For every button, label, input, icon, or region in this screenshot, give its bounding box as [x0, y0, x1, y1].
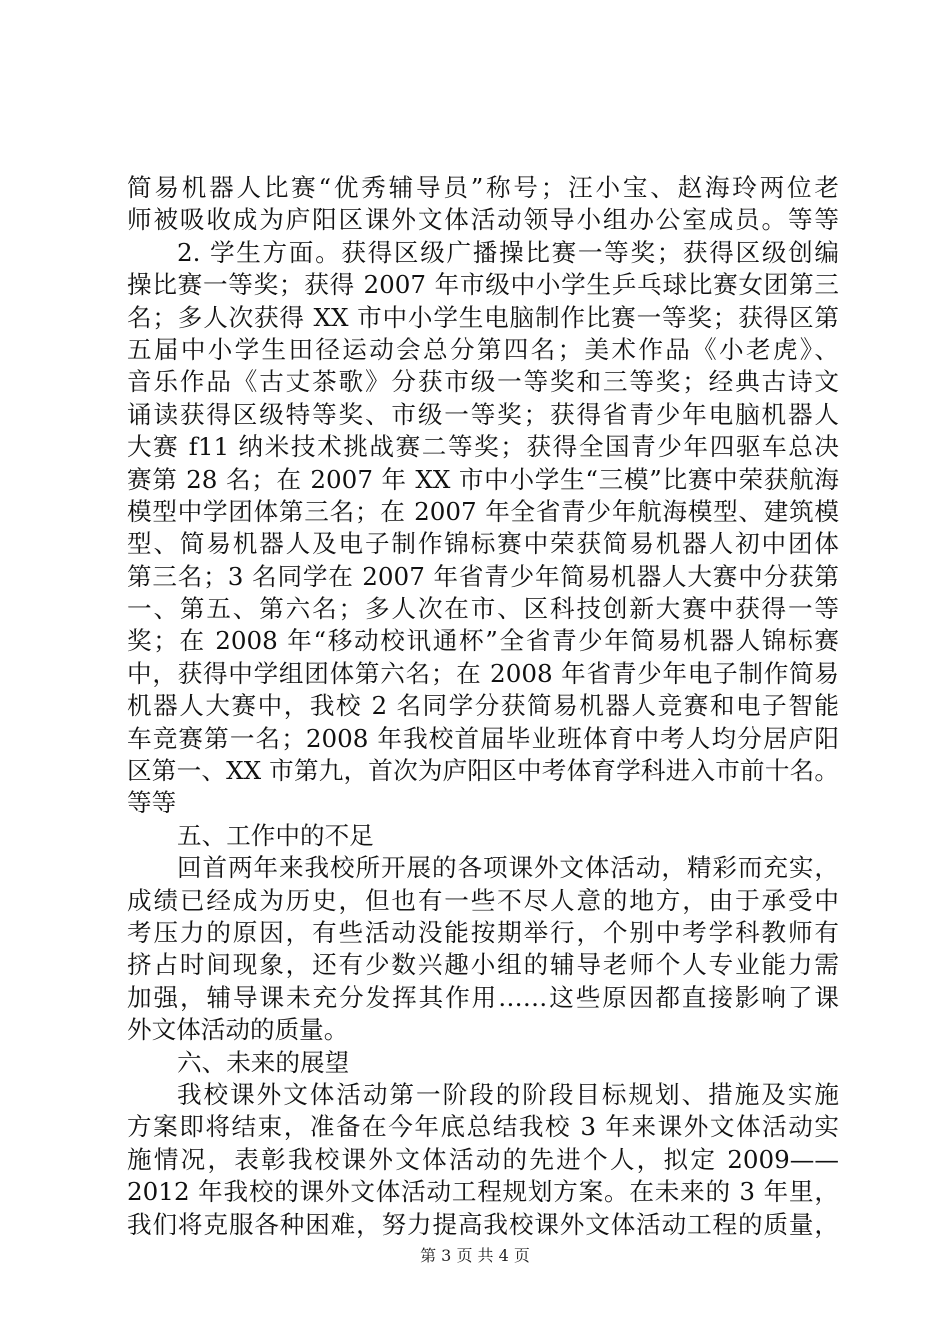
text-line: 等等 — [127, 788, 177, 818]
text-line: 成绩已经成为历史，但也有一些不尽人意的地方，由于承受中 — [127, 885, 839, 915]
text-line: 五、工作中的不足 — [177, 820, 374, 850]
document-body — [127, 172, 839, 1241]
text-line: 车竞赛第一名；2008 年我校首届毕业班体育中考人均分居庐阳 — [127, 723, 839, 753]
text-line: 2. 学生方面。获得区级广播操比赛一等奖；获得区级创编 — [177, 237, 839, 267]
text-line: 音乐作品《古丈茶歌》分获市级一等奖和三等奖；经典古诗文 — [127, 367, 839, 397]
page-footer: 第 3 页 共 4 页 — [420, 1246, 530, 1265]
text-line: 简易机器人比赛“优秀辅导员”称号；汪小宝、赵海玲两位老 — [127, 173, 839, 202]
text-line: 考压力的原因，有些活动没能按期举行，个别中考学科教师有 — [127, 917, 839, 947]
text-line: 六、未来的展望 — [177, 1047, 350, 1077]
text-line: 外文体活动的质量。 — [127, 1015, 349, 1045]
text-line: 五届中小学生田径运动会总分第四名；美术作品《小老虎》、 — [127, 334, 839, 364]
text-line: 挤占时间现象，还有少数兴趣小组的辅导老师个人专业能力需 — [127, 950, 839, 980]
text-line: 赛第 28 名；在 2007 年 XX 市中小学生“三模”比赛中荣获航海 — [127, 464, 839, 494]
text-line: 加强，辅导课未充分发挥其作用……这些原因都直接影响了课 — [127, 982, 839, 1012]
text-line: 型、简易机器人及电子制作锦标赛中荣获简易机器人初中团体 — [127, 529, 839, 559]
text-line: 机器人大赛中，我校 2 名同学分获简易机器人竞赛和电子智能 — [127, 691, 839, 721]
text-line: 操比赛一等奖；获得 2007 年市级中小学生乒乓球比赛女团第三 — [127, 270, 839, 300]
text-line: 施情况，表彰我校课外文体活动的先进个人，拟定 2009—— — [127, 1144, 839, 1174]
text-line: 名；多人次获得 XX 市中小学生电脑制作比赛一等奖；获得区第 — [127, 302, 839, 332]
text-line: 一、第五、第六名；多人次在市、区科技创新大赛中获得一等 — [127, 594, 839, 624]
text-line: 诵读获得区级特等奖、市级一等奖；获得省青少年电脑机器人 — [127, 399, 839, 429]
text-line: 师被吸收成为庐阳区课外文体活动领导小组办公室成员。等等 — [127, 205, 839, 235]
text-line: 2012 年我校的课外文体活动工程规划方案。在未来的 3 年里， — [127, 1177, 839, 1207]
text-line: 方案即将结束，准备在今年底总结我校 3 年来课外文体活动实 — [127, 1112, 839, 1142]
text-line: 模型中学团体第三名；在 2007 年全省青少年航海模型、建筑模 — [127, 496, 839, 526]
text-line: 大赛 f11 纳米技术挑战赛二等奖；获得全国青少年四驱车总决 — [127, 432, 839, 462]
text-line: 奖；在 2008 年“移动校讯通杯”全省青少年简易机器人锦标赛 — [127, 626, 839, 656]
text-line: 我们将克服各种困难，努力提高我校课外文体活动工程的质量， — [127, 1209, 839, 1239]
text-line: 区第一、XX 市第九，首次为庐阳区中考体育学科进入市前十名。 — [127, 756, 839, 786]
text-line: 第三名；3 名同学在 2007 年省青少年简易机器人大赛中分获第 — [127, 561, 839, 591]
text-line: 我校课外文体活动第一阶段的阶段目标规划、措施及实施 — [177, 1079, 839, 1109]
text-line: 回首两年来我校所开展的各项课外文体活动，精彩而充实， — [177, 853, 839, 883]
text-line: 中，获得中学组团体第六名；在 2008 年省青少年电子制作简易 — [127, 658, 839, 688]
